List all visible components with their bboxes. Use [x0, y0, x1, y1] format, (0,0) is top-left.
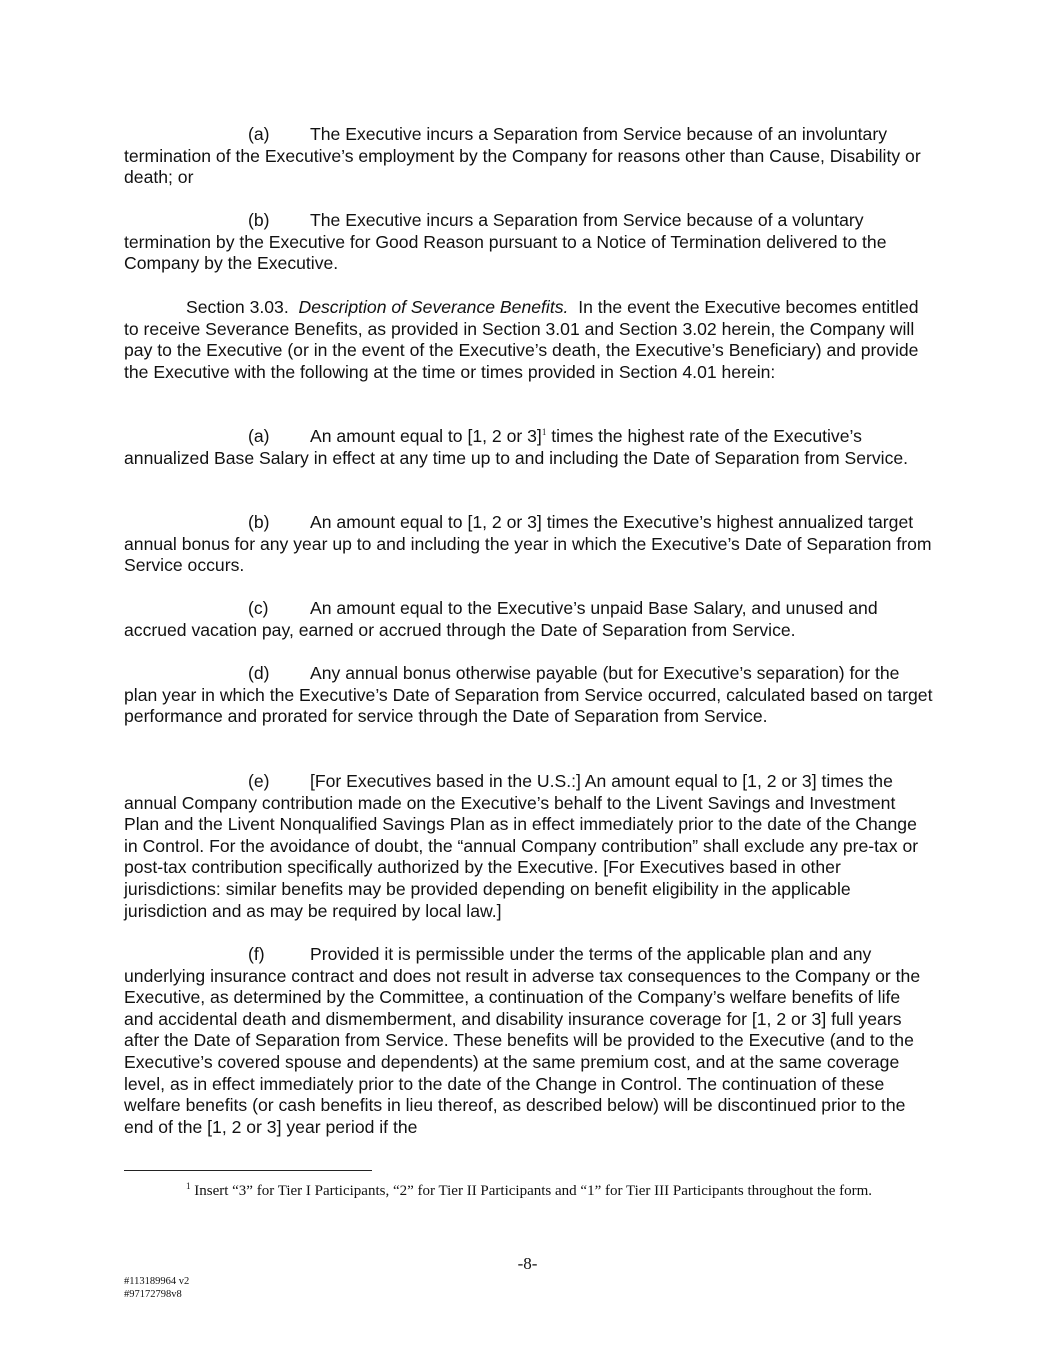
paragraph-3-03-a: [124, 426, 934, 469]
paragraph-text-continued: times the highest rate of the Executive’s annualized Base Salary in effect at any time up to and including the Date of Separation from Service.: [124, 426, 909, 468]
paragraph-text: In the event the Executive becomes entitled to receive Severance Benefits, as provided in Section 3.01 and Section 3.02 herein, the Company will pay to the Executive (or in the event of the Executive’s death, the Executive’s Beneficiary) and provide the Executive with the following at the time or times provided in Section 4.01 herein:: [124, 297, 919, 382]
document-id: [124, 1276, 189, 1301]
paragraph-text: [For Executives based in the U.S.:] An amount equal to [1, 2 or 3] times the annual Company contribution made on the Executive’s behalf to the Livent Savings and Investment Plan and the Livent Nonqualified Savings Plan as in effect immediately prior to the date of the Change in Control. For the avoidance of doubt, the “annual Company contribution” shall exclude any pre-tax or post-tax contribution specifically authorized by the Executive. [For Executives based in other jurisdictions: similar benefits may be provided depending on benefit eligibility in the applicable jurisdiction and as may be required by local law.]: [124, 771, 919, 921]
item-label: (a): [248, 124, 270, 144]
footnote-separator: [124, 1170, 372, 1171]
footnote-marker: 1: [186, 1181, 191, 1191]
item-label: (e): [248, 771, 270, 791]
item-label: (b): [248, 512, 270, 532]
paragraph-3-03-d: [124, 663, 934, 728]
paragraph-3-02-a: [124, 124, 934, 189]
paragraph-3-03-c: [124, 598, 934, 641]
paragraph-text: The Executive incurs a Separation from Service because of an involuntary termination of the Executive’s employment by the Company for reasons other than Cause, Disability or death; or: [124, 124, 921, 188]
section-title: Description of Severance Benefits.: [298, 297, 569, 317]
document-id-line-2: #97172798v8: [124, 1288, 182, 1300]
paragraph-text: An amount equal to [1, 2 or 3] times the Executive’s highest annualized target annual bonus for any year up to and including the year in which the Executive’s Date of Separation from Service occurs.: [124, 512, 932, 576]
footnote: [124, 1181, 924, 1201]
paragraph-3-03-e: [124, 771, 934, 922]
footnote-reference[interactable]: 1: [541, 427, 547, 437]
section-number: Section 3.03.: [186, 297, 289, 317]
item-label: (a): [248, 426, 270, 446]
item-label: (f): [248, 944, 265, 964]
paragraph-3-02-b: [124, 210, 934, 275]
document-id-line-1: #113189964 v2: [124, 1276, 190, 1287]
section-3-03: [124, 297, 934, 383]
page-number: -8-: [517, 1254, 538, 1273]
paragraph-text: Any annual bonus otherwise payable (but for Executive’s separation) for the plan year in which the Executive’s Date of Separation from Service occurred, calculated based on target performance and prorated for service through the Date of Separation from Service.: [124, 663, 933, 727]
paragraph-text: An amount equal to the Executive’s unpaid Base Salary, and unused and accrued vacation pay, earned or accrued through the Date of Separation from Service.: [124, 598, 878, 640]
item-label: (c): [248, 598, 269, 618]
item-label: (b): [248, 210, 270, 230]
paragraph-3-03-f: [124, 944, 934, 1138]
paragraph-text: Provided it is permissible under the terms of the applicable plan and any underlying insurance contract and does not result in adverse tax consequences to the Company or the Executive, as determined by the Committee, a continuation of the Company’s welfare benefits of life and accidental death and dismemberment, and disability insurance coverage for [1, 2 or 3] full years after the Date of Separation from Service. These benefits will be provided to the Executive (and to the Executive’s covered spouse and dependents) at the same premium cost, and at the same coverage level, as in effect immediately prior to the date of the Change in Control. The continuation of these welfare benefits (or cash benefits in lieu thereof, as described below) will be discontinued prior to the end of the [1, 2 or 3] year period if the: [124, 944, 921, 1137]
paragraph-text: An amount equal to [1, 2 or 3]: [310, 426, 542, 446]
paragraph-text: The Executive incurs a Separation from Service because of a voluntary termination by the Executive for Good Reason pursuant to a Notice of Termination delivered to the Company by the Executive.: [124, 210, 887, 274]
item-label: (d): [248, 663, 270, 683]
footnote-text: Insert “3” for Tier I Participants, “2” for Tier II Participants and “1” for Tier III Participants throughout the form.: [194, 1183, 873, 1199]
paragraph-3-03-b: [124, 512, 934, 577]
